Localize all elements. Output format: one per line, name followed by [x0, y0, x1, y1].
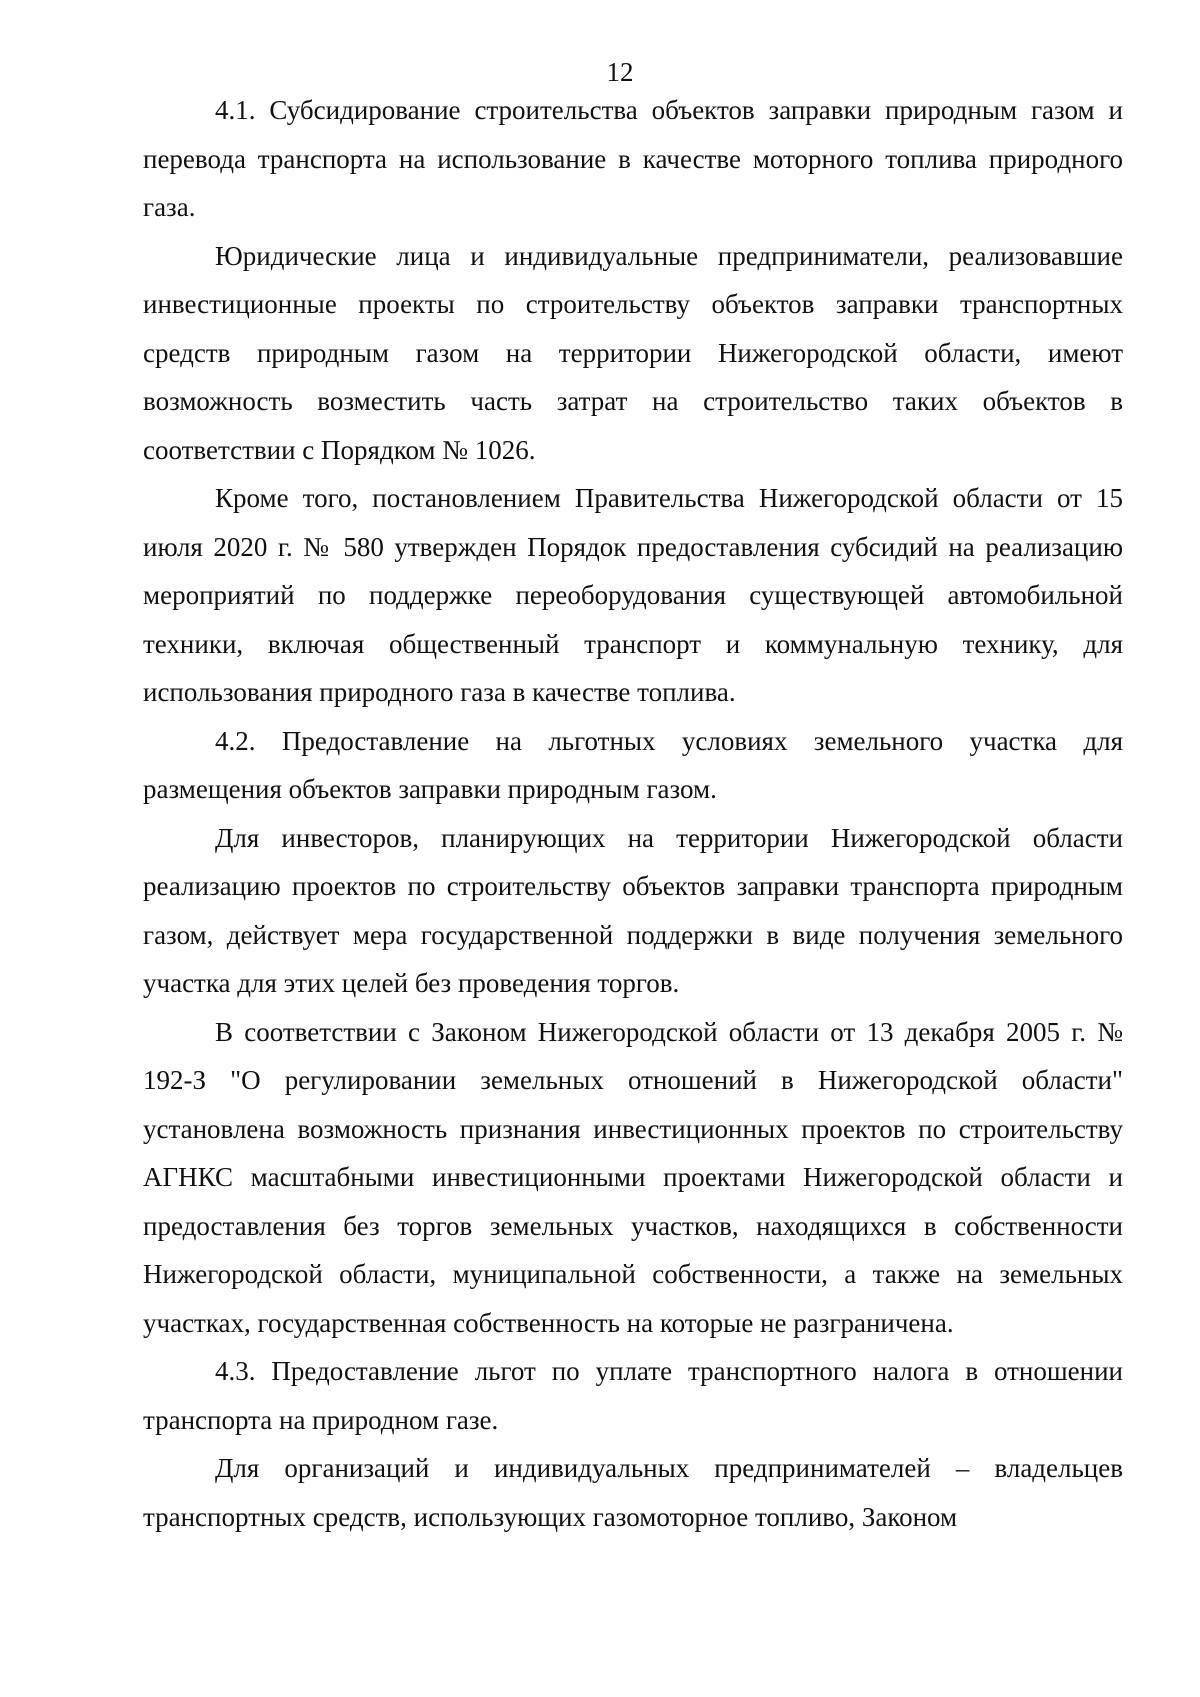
paragraph-4-1-heading: 4.1. Субсидирование строительства объектов заправки природным газом и перевода транспорта на использование в качестве моторного топлива природного газа.: [143, 95, 1123, 222]
paragraph-legal-entities: Юридические лица и индивидуальные предприниматели, реализовавшие инвестиционные проекты по строительству объектов заправки транспортных средств природным газом на территории Нижегородской области, имеют возможность возместить часть затрат на строительство таких объектов в соответствии с Порядком № 1026.: [143, 240, 1123, 465]
paragraph-regional-law: В соответствии с Законом Нижегородской области от 13 декабря 2005 г. № 192-З "О регулировании земельных отношений в Нижегородской области" установлена возможность признания инвестиционных проектов по строительству АГНКС масштабными инвестиционными проектами Нижегородской области и предоставления без торгов земельных участков, находящихся в собственности Нижегородской области, муниципальной собственности, а также на земельных участках, государственная собственность на которые не разграничена.: [143, 1016, 1123, 1338]
paragraph-organizations: Для организаций и индивидуальных предпринимателей – владельцев транспортных средств, использующих газомоторное топливо, Законом: [143, 1453, 1123, 1532]
paragraph-government-resolution: Кроме того, постановлением Правительства Нижегородской области от 15 июля 2020 г. № 580 утвержден Порядок предоставления субсидий на реализацию мероприятий по поддержке переоборудования существующей автомобильной техники, включая общественный транспорт и коммунальную технику, для использования природного газа в качестве топлива.: [143, 483, 1123, 707]
page-number: 12: [606, 57, 634, 87]
document-body: [143, 86, 1123, 1541]
paragraph-4-2-heading: 4.2. Предоставление на льготных условиях земельного участка для размещения объектов заправки природным газом.: [143, 725, 1123, 804]
paragraph-investors: Для инвесторов, планирующих на территории Нижегородской области реализацию проектов по строительству объектов заправки транспорта природным газом, действует мера государственной поддержки в виде получения земельного участка для этих целей без проведения торгов.: [143, 822, 1123, 998]
paragraph-4-3-heading: 4.3. Предоставление льгот по уплате транспортного налога в отношении транспорта на природном газе.: [143, 1356, 1123, 1435]
